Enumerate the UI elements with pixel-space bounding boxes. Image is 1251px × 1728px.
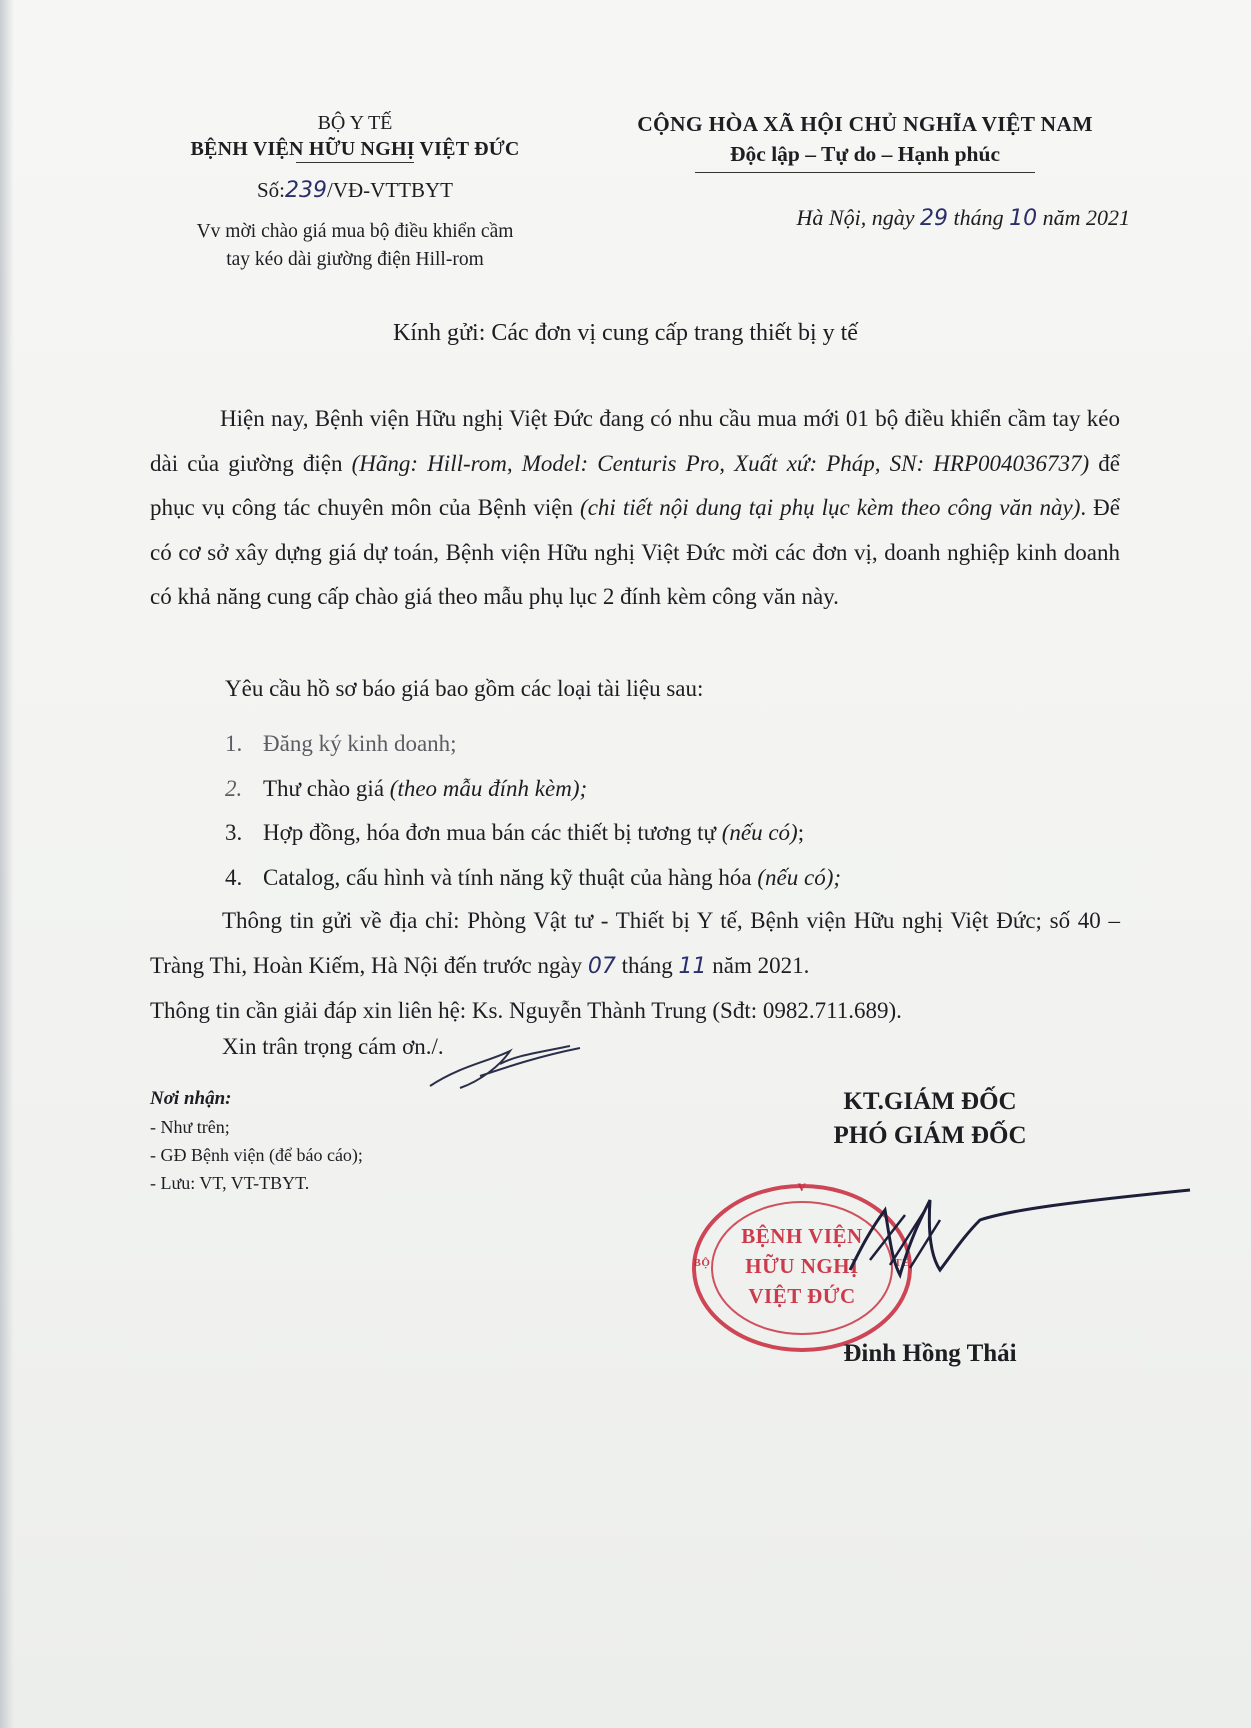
signature-block <box>730 1085 1130 1153</box>
list-item-number: 4. <box>225 864 243 890</box>
seal-line-1: BỆNH VIỆN <box>741 1224 863 1248</box>
subject-line-1: Vv mời chào giá mua bộ điều khiển cầm <box>196 221 514 242</box>
date-day-handwritten: 29 <box>919 206 948 231</box>
body-text-2: để phục vụ công tác chuyên môn của Bệnh viện <box>150 450 1120 520</box>
seal-ring-top-text: V <box>797 1180 807 1194</box>
body-text-3: . Để có cơ sở xây dựng giá dự toán, Bệnh viện Hữu nghị Việt Đức mời các đơn vị, doanh nghiệp kinh doanh có khả năng cung cấp chào giá theo mẫu phụ lục 2 đính kèm công văn này. <box>150 495 1120 609</box>
nation-name: CỘNG HÒA XÃ HỘI CHỦ NGHĨA VIỆT NAM <box>637 112 1093 136</box>
seal-ring-left-text: BỘ <box>693 1257 711 1269</box>
body-italic-1: (Hãng: Hill-rom, Model: Centuris Pro, Xuất xứ: Pháp, SN: HRP004036737) <box>351 450 1090 476</box>
contact-paragraph <box>150 899 1120 1034</box>
signer-title-1: KT.GIÁM ĐỐC <box>843 1088 1017 1115</box>
salutation: Kính gửi: Các đơn vị cung cấp trang thiết bị y tế <box>393 320 858 346</box>
subject-line-2: tay kéo dài giường điện Hill-rom <box>226 249 484 270</box>
list-item-number: 2. <box>225 775 243 801</box>
requirements-list <box>225 722 841 900</box>
list-item-number: 1. <box>225 731 243 756</box>
list-item-tail: ; <box>797 820 805 845</box>
list-item <box>225 856 841 901</box>
subject-line <box>140 218 570 274</box>
seal-ring-right-text: TẾ <box>894 1257 910 1269</box>
body-paragraph <box>150 397 1120 620</box>
info-text-mid: tháng <box>615 952 679 978</box>
national-header <box>590 110 1140 173</box>
recipients-block <box>150 1085 363 1197</box>
list-item-note: (nếu có) <box>721 820 798 845</box>
body-text-1: Hiện nay, Bệnh viện Hữu nghị Việt Đức đang có nhu cầu mua mới 01 bộ điều khiển cầm tay kéo dài của giường điện <box>150 406 1120 476</box>
recipients-title: Nơi nhận: <box>150 1088 232 1109</box>
closing-thanks: Xin trân trọng cám ơn./. <box>222 1034 444 1059</box>
seal-line-2: HỮU NGHỊ <box>745 1254 859 1278</box>
national-motto: Độc lập – Tự do – Hạnh phúc <box>730 142 1000 166</box>
contact-line: Thông tin cần giải đáp xin liên hệ: Ks. Nguyễn Thành Trung (Sđt: 0982.711.689). <box>150 998 902 1023</box>
signer-name: Đinh Hồng Thái <box>843 1340 1017 1367</box>
doc-number-label: Số: <box>257 178 286 202</box>
list-item-text: Đăng ký kinh doanh; <box>263 731 457 756</box>
doc-number-handwritten: 239 <box>285 178 328 203</box>
list-item-number: 3. <box>225 820 243 845</box>
director-signature <box>830 1180 1210 1290</box>
deadline-day-handwritten: 07 <box>587 953 616 979</box>
issuer-underline <box>296 162 414 163</box>
scan-edge-shadow <box>0 0 14 1728</box>
doc-number <box>140 177 570 204</box>
list-item <box>225 767 841 812</box>
date-prefix: Hà Nội, ngày <box>796 205 920 230</box>
list-item-text: Thư chào giá <box>263 775 390 801</box>
requirements-intro: Yêu cầu hồ sơ báo giá bao gồm các loại tài liệu sau: <box>225 676 704 701</box>
list-item-note: (theo mẫu đính kèm); <box>389 775 588 801</box>
list-item <box>225 722 841 767</box>
initials-signature <box>420 1036 590 1096</box>
signer-title-2: PHÓ GIÁM ĐỐC <box>833 1122 1027 1149</box>
issue-date <box>600 205 1130 231</box>
recipient-line: - GĐ Bệnh viện (để báo cáo); <box>150 1145 363 1165</box>
hospital-name: BỆNH VIỆN HỮU NGHỊ VIỆT ĐỨC <box>190 138 520 160</box>
motto-underline <box>695 172 1035 173</box>
list-item-text: Catalog, cấu hình và tính năng kỹ thuật của hàng hóa <box>263 864 758 890</box>
seal-line-3: VIỆT ĐỨC <box>748 1284 856 1308</box>
info-text-2: năm 2021. <box>706 952 810 978</box>
issuer-block <box>140 110 570 274</box>
list-item <box>225 811 841 856</box>
list-item-text: Hợp đồng, hóa đơn mua bán các thiết bị tương tự <box>263 820 722 845</box>
doc-number-suffix: /VĐ-VTTBYT <box>327 178 453 202</box>
recipient-line: - Lưu: VT, VT-TBYT. <box>150 1173 310 1193</box>
list-item-note: (nếu có); <box>757 864 842 890</box>
date-mid: tháng <box>947 205 1010 230</box>
deadline-month-handwritten: 11 <box>678 953 707 979</box>
recipient-line: - Như trên; <box>150 1117 230 1137</box>
date-suffix: năm 2021 <box>1037 205 1130 230</box>
info-text-1: Thông tin gửi về địa chỉ: Phòng Vật tư - Thiết bị Y tế, Bệnh viện Hữu nghị Việt Đức; số 40 – Tràng Thi, Hoàn Kiếm, Hà Nội đến trước ngày <box>150 908 1120 978</box>
ministry-name: BỘ Y TẾ <box>317 112 393 134</box>
body-italic-2: (chi tiết nội dung tại phụ lục kèm theo công văn này) <box>580 495 1081 520</box>
date-month-handwritten: 10 <box>1009 206 1038 231</box>
